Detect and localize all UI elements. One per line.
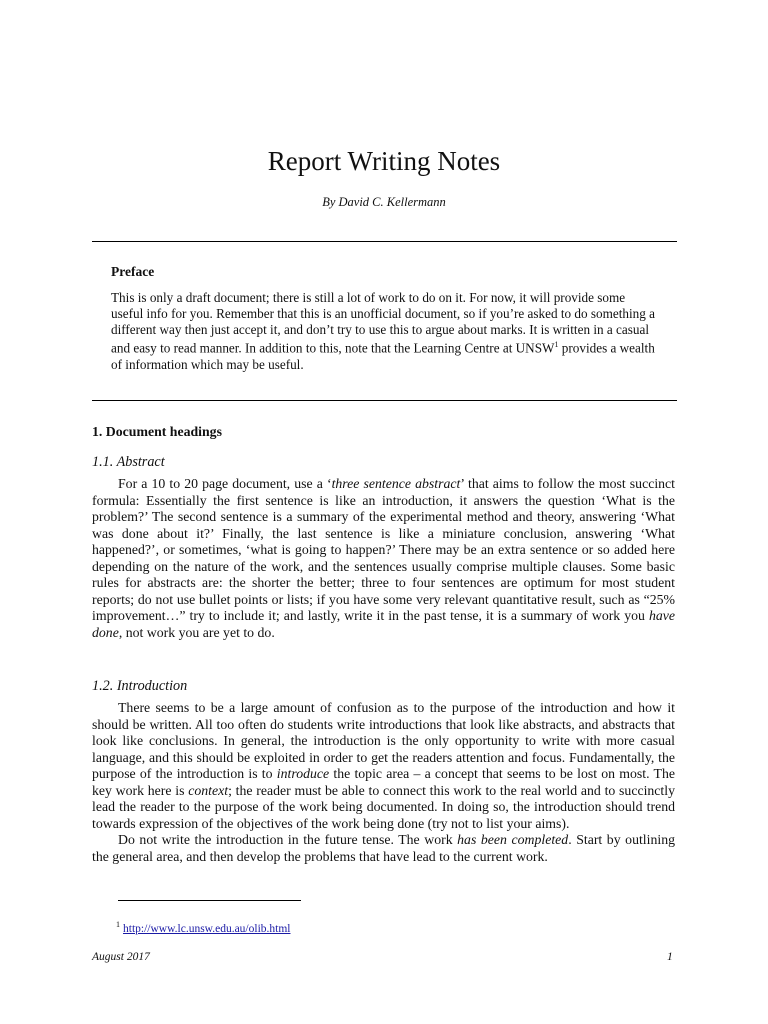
abstract-body [92,476,675,641]
footnote-divider [118,900,301,901]
intro-text-3: ; the reader must be able to connect this work to the real world and to succinctly lead the reader to the purpose of the work being documented. In doing so, the introduction should trend towards expression of the objectives of the work being done (try not to list your aims). [92,782,675,831]
intro-emphasis-1: introduce [276,766,330,781]
intro-emphasis-2: context [188,782,229,798]
preface-divider [92,400,677,401]
preface-text [111,290,659,372]
introduction-body [92,700,675,865]
introduction-paragraph-2 [92,832,675,865]
footnote [116,920,290,935]
abstract-heading: 1.1. Abstract [92,454,165,470]
footnote-link[interactable]: http://www.lc.unsw.edu.au/olib.html [123,922,291,935]
introduction-paragraph-1 [92,700,675,832]
intro-text-5: . Start by outlining the general area, and then develop the problems that have lead to the current work. [92,832,675,864]
abstract-paragraph [92,476,675,641]
preface-heading: Preface [111,264,155,279]
intro-text-1: There seems to be a large amount of confusion as to the purpose of the introduction and how it should be written. All too often do students write introductions that look like abstracts, and abstracts that look like conclusions. In general, the introduction is the only opportunity to write with more casual language, and this should be exploited in order to get the readers attention and focus. Fundamentally, the purpose of the introduction is to [92,700,675,781]
top-divider [92,241,677,242]
intro-text-2: the topic area – a concept that seems to be lost on most. The key work here is [92,766,675,798]
preface-text-part1: This is only a draft document; there is still a lot of work to do on it. For now, it will provide some useful info for you. Remember that this is an unofficial document, so if you’re asked to do something a different way then just accept it, and don’t try to use this to argue about marks. It is written in a casual and easy to read manner. In addition to this, note that the Learning Centre at UNSW [111,290,655,356]
abstract-text-2: ’ that aims to follow the most succinct formula: Essentially the first sentence is like an introduction, it answers the question ‘What is the problem?’ The second sentence is a summary of the experimental method and theory, answering ‘What was done about it?’ Finally, the last sentence is like a miniature conclusion, answering ‘What happened?’, or sometimes, ‘what is going to happen?’ There may be an extra sentence or so added here depending on the nature of the work, and the sentences usually comprise multiple clauses. Some basic rules for abstracts are: the shorter the better; three to four sentences are optimum for most student reports; do not use bullet points or lists; if you have some very relevant quantitative result, such as “25% improvement…” try to include it; and lastly, write it in the past tense, it is a summary of work you [92,476,676,623]
intro-text-4: Do not write the introduction in the future tense. The work [118,832,458,847]
document-author: By David C. Kellermann [322,195,446,209]
page-number: 1 [667,951,673,963]
introduction-heading: 1.2. Introduction [92,678,188,694]
preface-text-part2: provides a wealth of information which may be useful. [111,340,655,372]
section-heading: 1. Document headings [92,424,222,439]
intro-emphasis-3: has been completed [457,832,569,847]
footnote-number: 1 [116,920,120,929]
footer-date: August 2017 [92,951,150,963]
document-title: Report Writing Notes [267,146,501,176]
abstract-emphasis-2: have done [92,608,675,640]
footnote-reference[interactable]: 1 [554,340,559,350]
abstract-text-1: For a 10 to 20 page document, use a ‘ [118,476,332,491]
abstract-emphasis-1: three sentence abstract [331,476,461,491]
abstract-text-3: , not work you are yet to do. [118,624,275,640]
